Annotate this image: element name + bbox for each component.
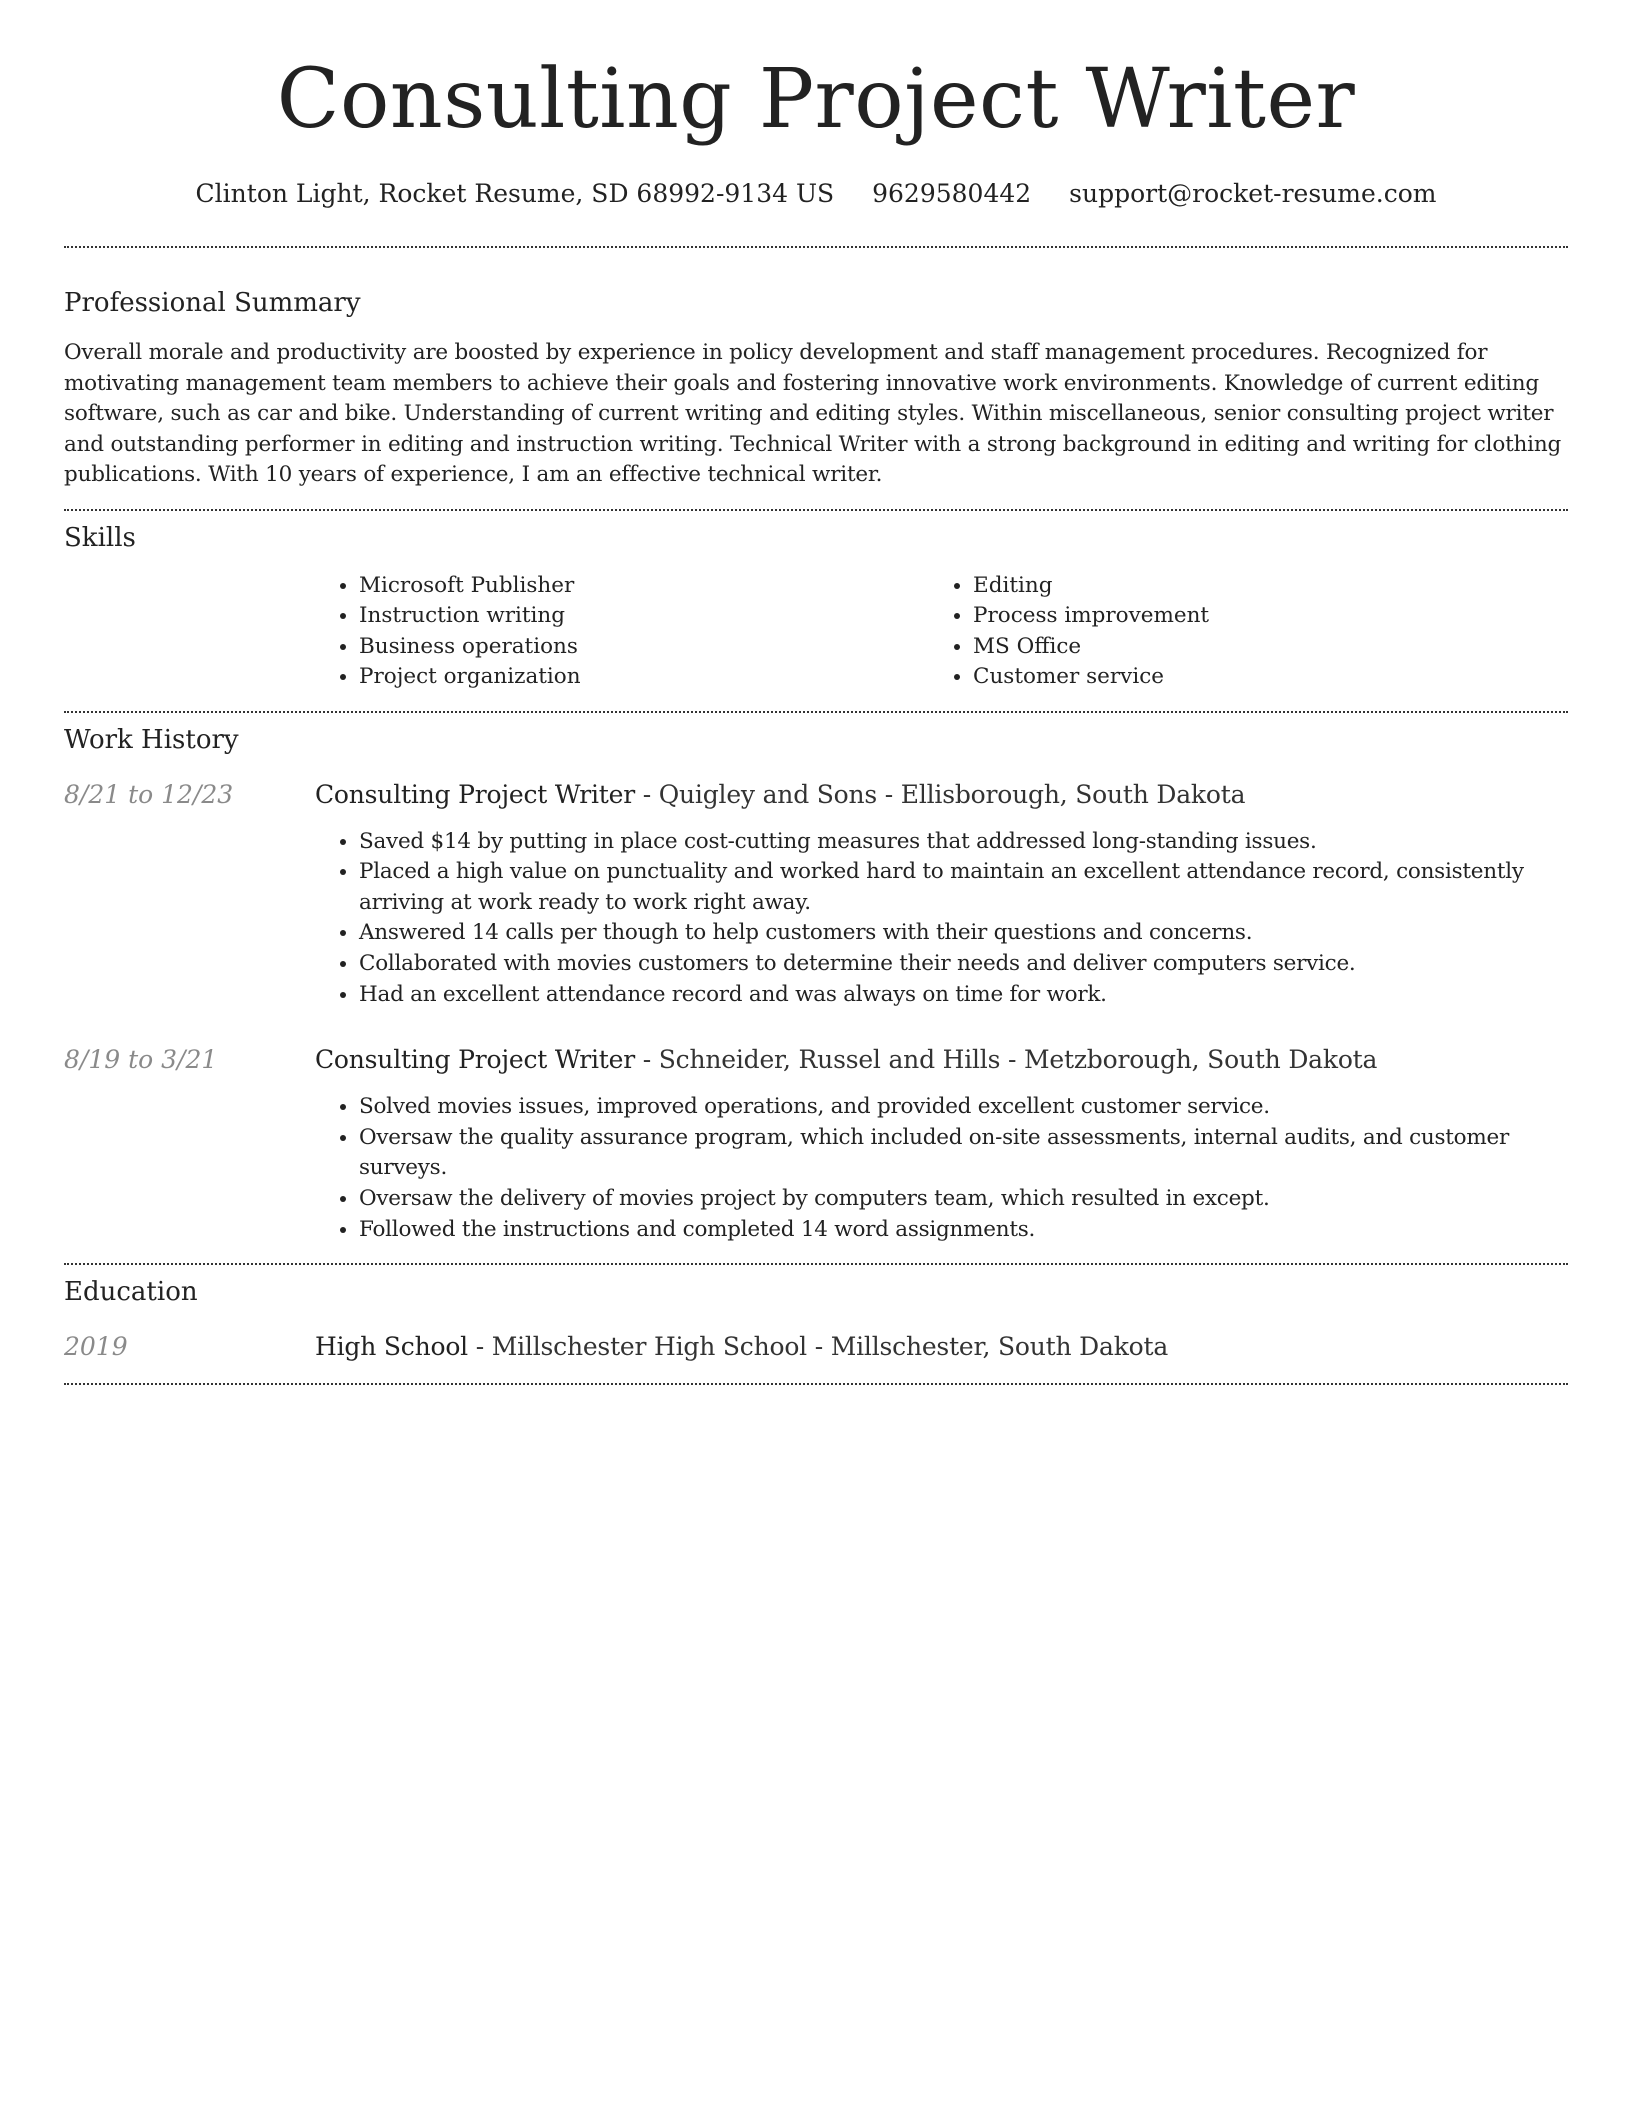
divider	[64, 711, 1568, 713]
work-entry-details: - Schneider, Russel and Hills - Metzborough, South Dakota	[634, 1045, 1378, 1075]
education-entry-body	[315, 1331, 1568, 1363]
work-bullet: • Saved $14 by putting in place cost-cutting measures that addressed long-standing issues.	[359, 827, 1568, 858]
contact-line	[64, 178, 1568, 210]
work-entry-dates: 8/19 to 3/21	[64, 1045, 218, 1075]
section-title-work-history: Work History	[64, 724, 239, 755]
work-entry	[64, 779, 1568, 1011]
work-entry-bullets	[315, 1092, 1568, 1245]
skill-item: • Customer service	[973, 662, 1543, 692]
skill-item: • MS Office	[973, 632, 1543, 662]
work-entry-position: Consulting Project Writer	[315, 1045, 635, 1075]
skills-list	[315, 571, 1568, 693]
work-entry-body	[315, 779, 1568, 1011]
work-entry-body	[315, 1044, 1568, 1245]
work-bullet: • Collaborated with movies customers to determine their needs and deliver computers service.	[359, 949, 1568, 980]
contact-phone: 9629580442	[872, 179, 1032, 208]
divider	[64, 509, 1568, 511]
section-title-education: Education	[64, 1277, 198, 1308]
work-bullet: • Answered 14 calls per though to help customers with their questions and concerns.	[359, 918, 1568, 949]
work-bullet: • Oversaw the quality assurance program, which included on-site assessments, internal audits, and customer surveys.	[359, 1123, 1568, 1184]
work-entry-heading	[315, 779, 1568, 811]
work-entry-heading	[315, 1044, 1568, 1076]
education-entry	[64, 1331, 1568, 1363]
education-entry-heading	[315, 1331, 1568, 1363]
work-bullet: • Followed the instructions and completed 14 word assignments.	[359, 1215, 1568, 1246]
contact-email: support@rocket-resume.com	[1069, 179, 1437, 208]
divider	[64, 1263, 1568, 1265]
divider	[64, 1383, 1568, 1385]
divider	[64, 246, 1568, 248]
skill-item: • Editing	[973, 571, 1543, 601]
contact-address: Clinton Light, Rocket Resume, SD 68992-9134 US	[195, 179, 835, 208]
education-entry-year: 2019	[64, 1332, 128, 1362]
work-entry	[64, 1044, 1568, 1245]
work-entry-dates: 8/21 to 12/23	[64, 779, 234, 809]
resume-page	[64, 0, 1568, 1385]
work-bullet: • Had an excellent attendance record and was always on time for work.	[359, 980, 1568, 1011]
skill-item: • Instruction writing	[359, 601, 929, 631]
work-entry-details: - Quigley and Sons - Ellisborough, South Dakota	[634, 779, 1246, 809]
skill-item: • Microsoft Publisher	[359, 571, 929, 601]
work-bullet: • Oversaw the delivery of movies project by computers team, which resulted in except.	[359, 1184, 1568, 1215]
work-entry-position: Consulting Project Writer	[315, 779, 635, 809]
section-title-skills: Skills	[64, 522, 136, 553]
summary-text: Overall morale and productivity are boosted by experience in policy development and staff management procedures. Recognized for motivating management team members to achieve their goals and fostering innovative work environments. Knowledge of current editing software, such as car and bike. Understanding of current writing and editing styles. Within miscellaneous, senior consulting project writer and outstanding performer in editing and instruction writing. Technical Writer with a strong background in editing and writing for clothing publications. With 10 years of experience, I am an effective technical writer.	[64, 340, 1562, 488]
skill-item: • Business operations	[359, 632, 929, 662]
skills-column-left	[315, 571, 929, 693]
section-title-summary: Professional Summary	[64, 288, 361, 318]
education-entry-degree: High School	[315, 1332, 468, 1362]
skill-item: • Process improvement	[973, 601, 1543, 631]
skill-item: • Project organization	[359, 662, 929, 692]
work-bullet: • Solved movies issues, improved operations, and provided excellent customer service.	[359, 1092, 1568, 1123]
skills-column-right	[929, 571, 1543, 693]
work-entry-bullets	[315, 827, 1568, 1011]
work-bullet: • Placed a high value on punctuality and worked hard to maintain an excellent attendance record, consistently arriving at work ready to work right away.	[359, 857, 1568, 918]
resume-name: Consulting Project Writer	[276, 52, 1356, 147]
education-entry-details: - Millschester High School - Millschester, South Dakota	[467, 1332, 1169, 1362]
